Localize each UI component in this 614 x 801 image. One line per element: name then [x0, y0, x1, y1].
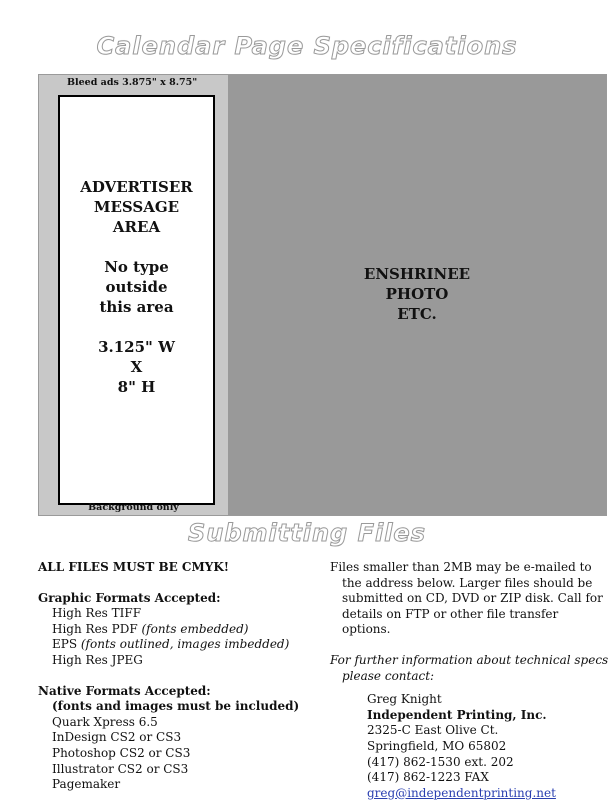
contact-city: Springfield, MO 65802 — [367, 738, 507, 753]
info-paragraph: For further information about technical specs please contact: — [330, 652, 609, 683]
contact-company: Independent Printing, Inc. — [367, 707, 547, 722]
format-item: EPS (fonts outlined, images imbedded) — [52, 637, 290, 652]
native-formats-note: (fonts and images must be included) — [52, 699, 300, 714]
format-item: High Res TIFF — [52, 606, 142, 621]
format-item: Photoshop CS2 or CS3 — [52, 745, 191, 760]
photo-line: PHOTO — [385, 285, 449, 303]
photo-area — [228, 75, 606, 515]
message-line: ADVERTISER — [80, 178, 193, 196]
message-block-title — [60, 177, 213, 237]
formats-column — [38, 560, 318, 793]
message-line: this area — [99, 298, 174, 316]
format-item: High Res JPEG — [52, 652, 143, 667]
message-block-rule — [60, 257, 213, 317]
message-line: outside — [105, 278, 168, 296]
contact-block — [330, 692, 610, 801]
page-title: Calendar Page Specifications — [96, 32, 518, 60]
files-paragraph: Files smaller than 2MB may be e-mailed to the address below. Larger files should be submitted on CD, DVD or ZIP disk. Call for details on FTP or other file transfer options. — [330, 560, 603, 637]
native-formats-heading: Native Formats Accepted: — [38, 683, 211, 698]
section-title: Submitting Files — [188, 519, 426, 547]
contact-phone: (417) 862-1530 ext. 202 — [367, 754, 514, 769]
bleed-label: Bleed ads 3.875" x 8.75" — [67, 77, 198, 88]
format-item: Illustrator CS2 or CS3 — [52, 761, 189, 776]
submission-column — [330, 560, 610, 801]
message-line: No type — [104, 258, 169, 276]
format-item: Pagemaker — [52, 777, 121, 792]
format-item: Quark Xpress 6.5 — [52, 714, 158, 729]
format-item: InDesign CS2 or CS3 — [52, 730, 182, 745]
format-item: High Res PDF (fonts embedded) — [52, 621, 249, 636]
message-line: AREA — [112, 218, 161, 236]
message-line: X — [130, 358, 143, 376]
message-line: 8" H — [117, 378, 156, 396]
photo-area-label — [228, 264, 606, 324]
graphic-formats-heading: Graphic Formats Accepted: — [38, 590, 221, 605]
message-block-size — [60, 337, 213, 397]
contact-email-link[interactable]: greg@independentprinting.net — [367, 785, 556, 800]
calendar-layout-diagram — [38, 74, 607, 516]
contact-address: 2325-C East Olive Ct. — [367, 723, 499, 738]
photo-line: ETC. — [397, 305, 437, 323]
background-label: Background only — [88, 502, 179, 513]
advertiser-message-area — [58, 95, 215, 505]
message-line: 3.125" W — [98, 338, 175, 356]
contact-name: Greg Knight — [367, 692, 442, 707]
photo-line: ENSHRINEE — [363, 265, 471, 283]
message-line: MESSAGE — [93, 198, 180, 216]
cmyk-notice: ALL FILES MUST BE CMYK! — [38, 560, 230, 574]
contact-fax: (417) 862-1223 FAX — [367, 770, 489, 785]
